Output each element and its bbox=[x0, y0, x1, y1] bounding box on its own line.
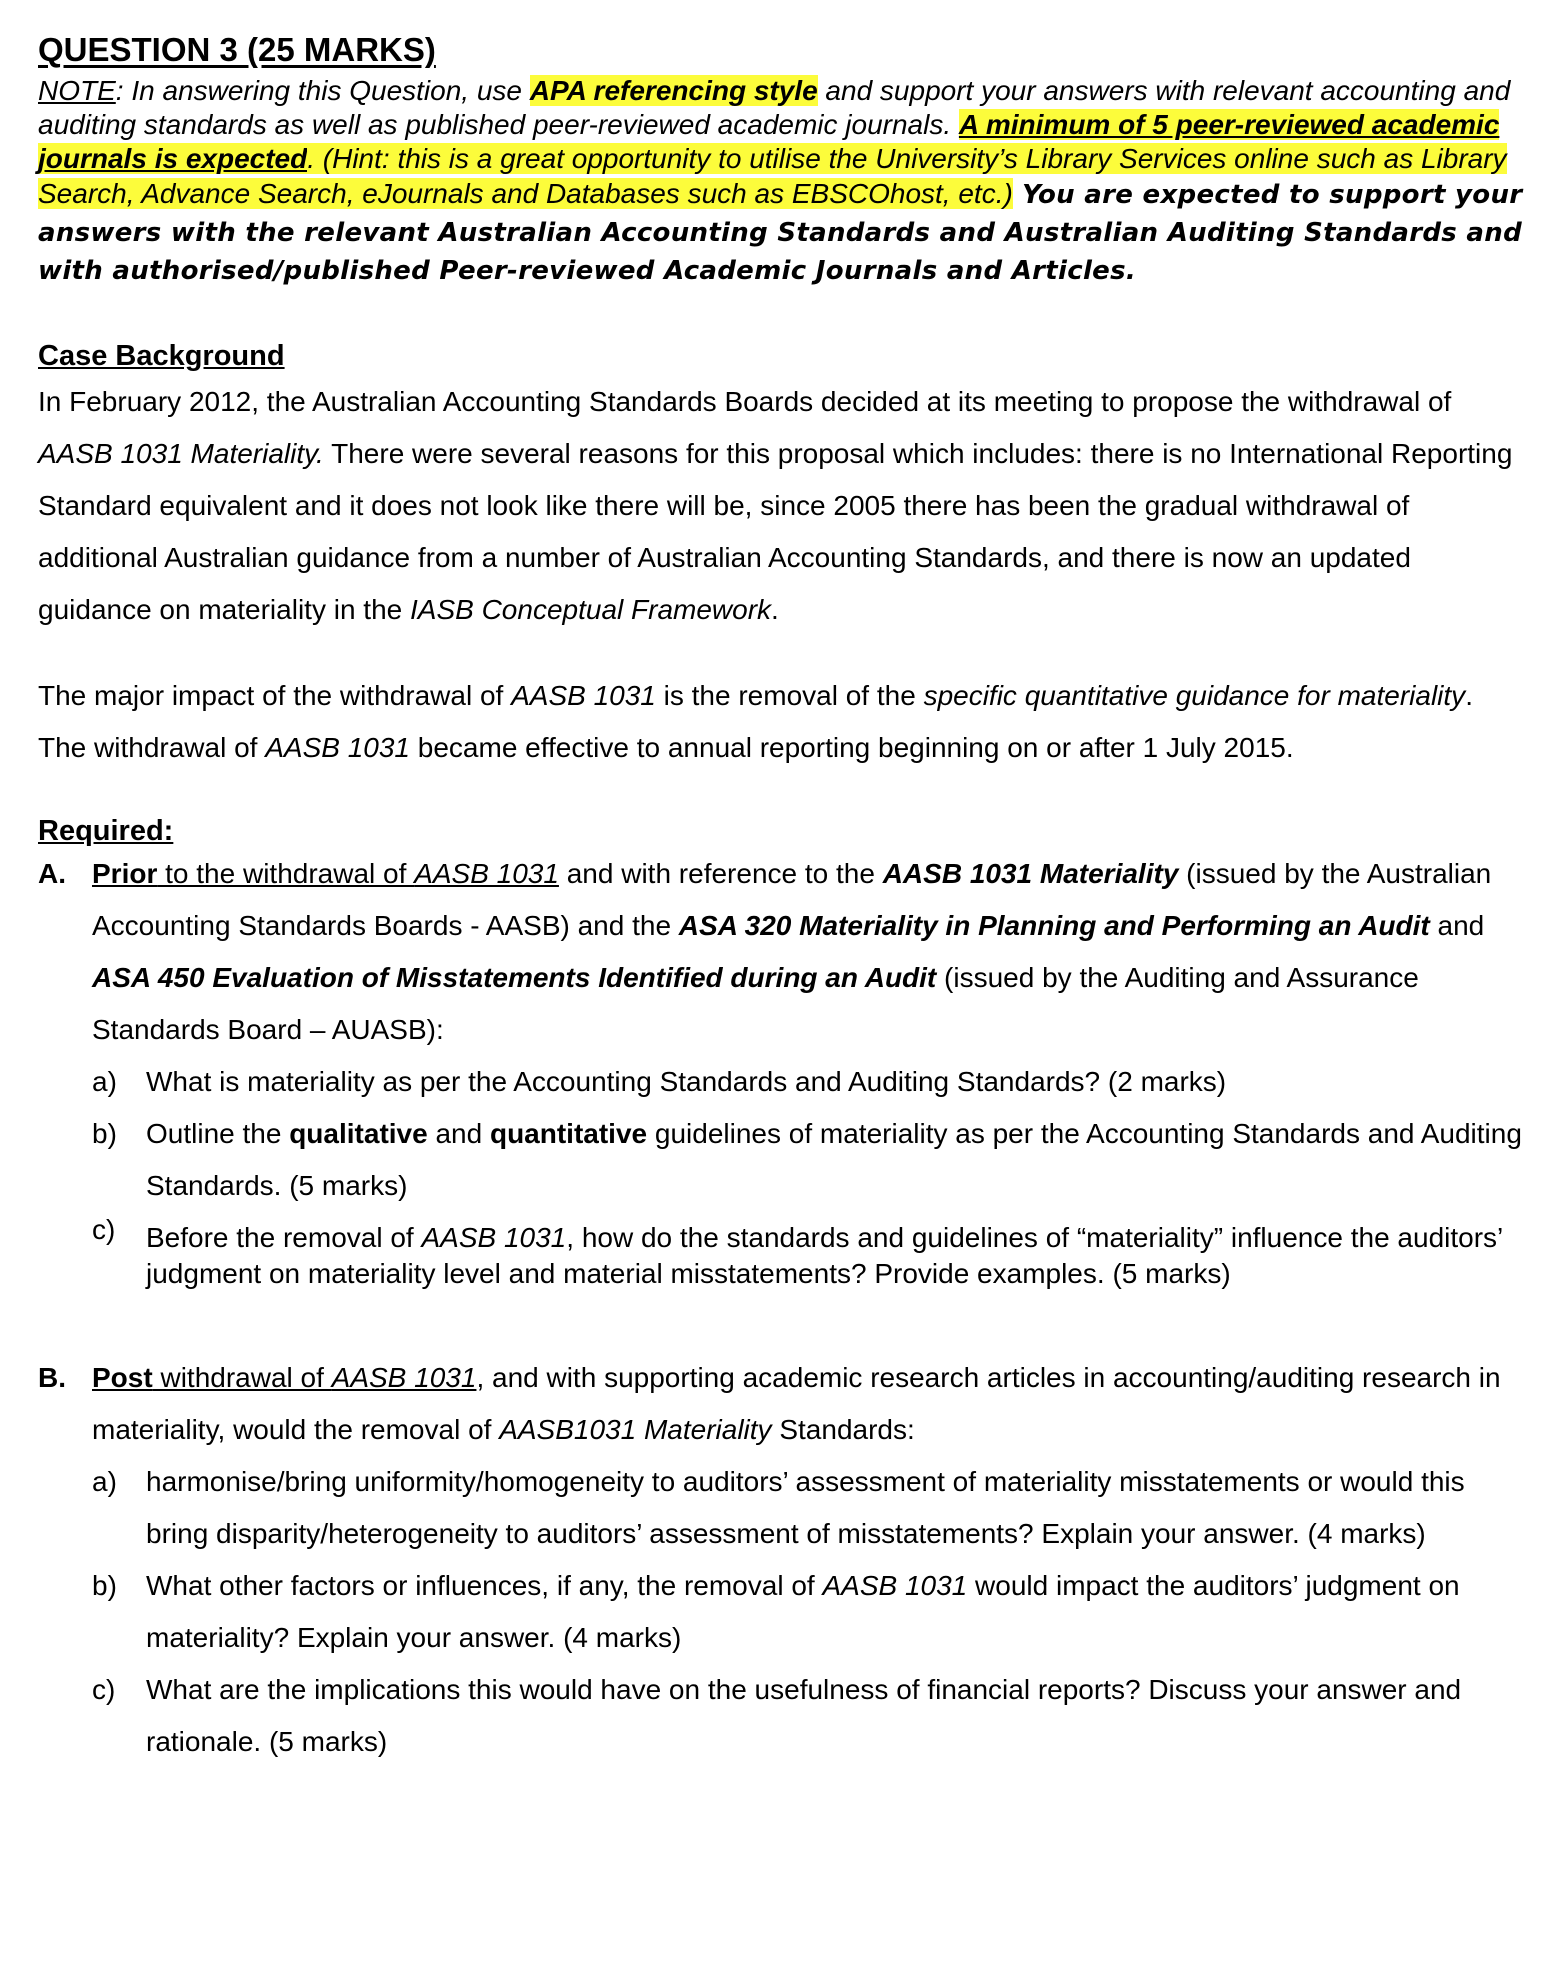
question-b-part-a: a) harmonise/bring uniformity/homogeneity to auditors’ assessment of materiality misstatements or would this bring disparity/heterogeneity to auditors’ assessment of misstatements? Explain your answer. (4 marks) bbox=[92, 1466, 1465, 1549]
question-b: B. Post withdrawal of AASB 1031, and with supporting academic research articles in accounting/auditing research in materiality, would the removal of AASB1031 Materiality Standards: a) harmonise/bring uniformity/homogeneity to auditors’ assessment of materiality misstatements or would this bring disparity/heterogeneity to auditors’ assessment of misstatements? Explain your answer. (4 marks) b) What other factors or influences, if any, the removal of AASB 1031 would impact the auditors’ judgment on materiality? Explain your answer. (4 marks) c) What are the implications this would have on the usefulness of financial reports? Discuss your answer and rationale. (5 marks) bbox=[38, 1352, 1528, 1768]
question-b-letter: B. bbox=[38, 1362, 66, 1393]
question-a: A. Prior to the withdrawal of AASB 1031 and with reference to the AASB 1031 Materiality (issued by the Australian Accounting Standards Boards - AASB) and the ASA 320 Materiality in Planning and Performing an Audit and ASA 450 Evaluation of Misstatements Identified during an Audit (issued by the Auditing and Assurance Standards Board – AUASB): a) What is materiality as per the Accounting Standards and Auditing Standards? (2 marks) b) Outline the qualitative and quantitative guidelines of materiality as per the Accounting Standards and Auditing Standards. (5 marks) c) Before the removal of AASB 1031, how do the standards and guidelines of “materiality” influence the auditors’ judgment on materiality level and material misstatements? Provide examples. (5 marks) bbox=[38, 848, 1528, 1300]
question-b-part-b: b) What other factors or influences, if any, the removal of AASB 1031 would impact the auditors’ judgment on materiality? Explain your answer. (4 marks) bbox=[92, 1570, 1460, 1653]
note-paragraph: NOTE: In answering this Question, use APA referencing style and support your answers with relevant accounting and auditing standards as well as published peer-reviewed academic journals. A minimum of 5 peer-reviewed academic journals is expected. (Hint: this is a great opportunity to utilise the University’s Library Services online such as Library Search, Advance Search, eJournals and Databases such as EBSCOhost, etc.) You are expected to support your answers with the relevant Australian Accounting Standards and Australian Auditing Standards and with authorised/published Peer-reviewed Academic Journals and Articles. bbox=[38, 75, 1523, 286]
document-page bbox=[38, 30, 1528, 1768]
question-title: QUESTION 3 (25 MARKS) bbox=[38, 31, 436, 68]
support-instruction: You are expected to support your answers with the relevant Australian Accounting Standards and Australian Auditing Standards and with authorised/published Peer-reviewed Academic Journals and Articles. bbox=[38, 180, 1523, 286]
hint-highlight: . (Hint: this is a great opportunity to utilise the University’s Library Services online such as Library Search, Advance Search, eJournals and Databases such as EBSCOhost, etc.) bbox=[38, 143, 1507, 209]
question-a-part-a: a) What is materiality as per the Accounting Standards and Auditing Standards? (2 marks) bbox=[92, 1066, 1227, 1097]
note-label: NOTE bbox=[38, 75, 116, 106]
apa-highlight: APA referencing style bbox=[529, 75, 818, 106]
question-b-part-c: c) What are the implications this would have on the usefulness of financial reports? Discuss your answer and rationale. (5 marks) bbox=[92, 1674, 1462, 1757]
question-a-part-c: c) Before the removal of AASB 1031, how do the standards and guidelines of “materiality” influence the auditors’ judgment on materiality level and material misstatements? Provide examples. (5 marks) bbox=[92, 1214, 1503, 1289]
minimum-journals-highlight: A minimum of 5 peer-reviewed academic journals is expected bbox=[38, 109, 1500, 174]
question-a-part-b: b) Outline the qualitative and quantitative guidelines of materiality as per the Accounting Standards and Auditing Standards. (5 marks) bbox=[92, 1118, 1522, 1201]
case-paragraph-2: The major impact of the withdrawal of AASB 1031 is the removal of the specific quantitative guidance for materiality. The withdrawal of AASB 1031 became effective to annual reporting beginning on or after 1 July 2015. bbox=[38, 680, 1473, 763]
case-background-heading: Case Background bbox=[38, 340, 285, 372]
case-paragraph-1: In February 2012, the Australian Accounting Standards Boards decided at its meeting to propose the withdrawal of AASB 1031 Materiality. There were several reasons for this proposal which includes: there is no International Reporting Standard equivalent and it does not look like there will be, since 2005 there has been the gradual withdrawal of additional Australian guidance from a number of Australian Accounting Standards, and there is now an updated guidance on materiality in the IASB Conceptual Framework. bbox=[38, 386, 1513, 625]
question-a-letter: A. bbox=[38, 858, 66, 889]
required-heading: Required: bbox=[38, 815, 174, 847]
